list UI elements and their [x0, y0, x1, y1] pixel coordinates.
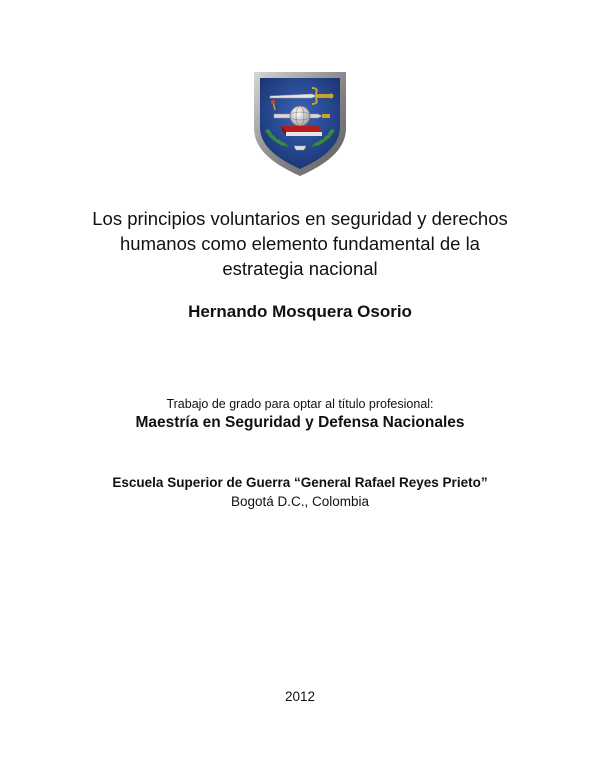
- thesis-title-line: Los principios voluntarios en seguridad y derechos: [92, 208, 508, 229]
- degree-intro-text: Trabajo de grado para optar al título profesional:: [166, 397, 434, 411]
- school-name: Escuela Superior de Guerra “General Rafael Reyes Prieto”: [112, 475, 488, 490]
- institution-crest-icon: [252, 70, 348, 178]
- publication-year: 2012: [284, 689, 316, 704]
- thesis-title: [60, 206, 540, 281]
- author-name: Hernando Mosquera Osorio: [188, 302, 412, 321]
- thesis-title-line: estrategia nacional: [222, 258, 378, 279]
- degree-name: Maestría en Seguridad y Defensa Nacionales: [135, 414, 465, 431]
- thesis-title-line: humanos como elemento fundamental de la: [120, 233, 480, 254]
- city-location: Bogotá D.C., Colombia: [230, 494, 370, 509]
